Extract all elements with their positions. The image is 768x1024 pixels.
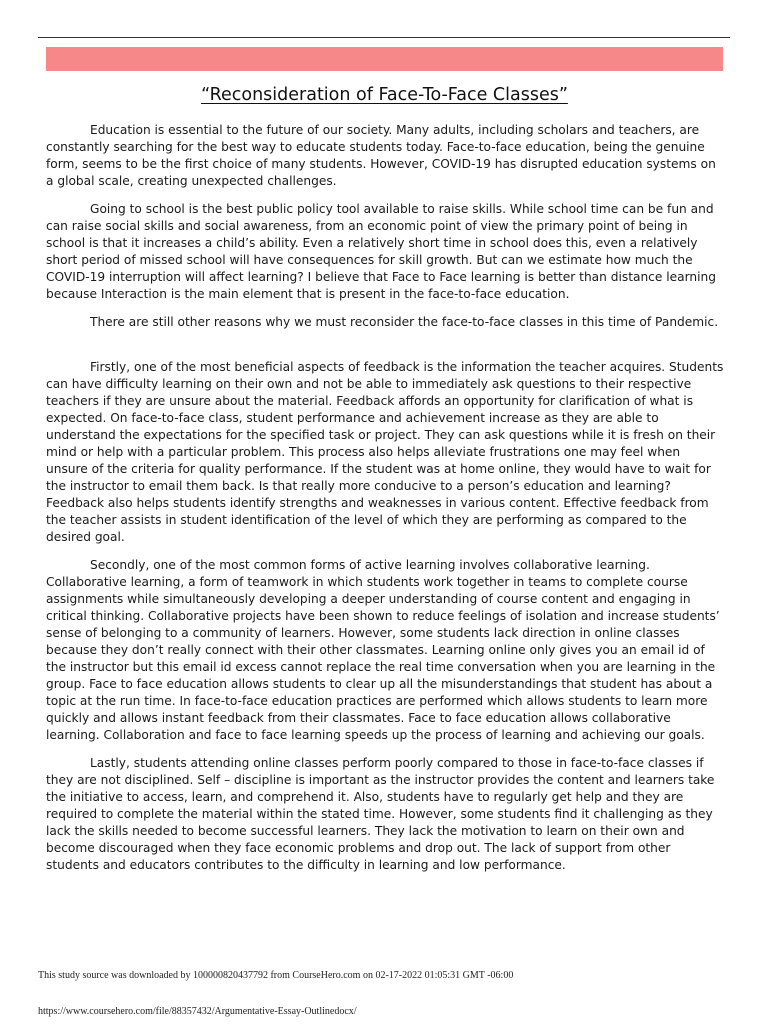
header-banner (46, 47, 723, 71)
document-title: “Reconsideration of Face-To-Face Classes” (201, 85, 568, 105)
source-url[interactable]: https://www.coursehero.com/file/88357432/Argumentative-Essay-Outlinedocx/ (38, 1006, 357, 1017)
top-rule (38, 37, 730, 38)
download-source-note: This study source was downloaded by 100000820437792 from CourseHero.com on 02-17-2022 01:05:31 GMT -06:00 (38, 970, 514, 981)
paragraph-collaborative: Secondly, one of the most common forms of active learning involves collaborative learning. Collaborative learning, a form of teamwork in which students work together in teams to complete course assignments while simultaneously developing a deeper understanding of course content and engaging in critical thinking. Collaborative projects have been shown to reduce feelings of isolation and increase students’ sense of belonging to a community of learners. However, some students lack direction in online classes because they don’t really connect with their other classmates. Learning online only gives you an email id of the instructor but this email id excess cannot replace the real time conversation when you are learning in the group. Face to face education allows students to clear up all the misunderstandings that student has about a topic at the run time. In face-to-face education practices are performed which allows students to learn more quickly and allows instant feedback from their classmates. Face to face education allows collaborative learning. Collaboration and face to face learning speeds up the process of learning and achieving our goals. (46, 558, 720, 742)
paragraph-school-skills: Going to school is the best public policy tool available to raise skills. While school time can be fun and can raise social skills and social awareness, from an economic point of view the primary point of being in school is that it increases a child’s ability. Even a relatively short time in school does this, even a relatively short period of missed school will have consequences for skill growth. But can we estimate how much the COVID-19 interruption will affect learning? I believe that Face to Face learning is better than distance learning because Interaction is the main element that is present in the face-to-face education. (46, 202, 716, 301)
paragraph-other-reasons: There are still other reasons why we must reconsider the face-to-face classes in this time of Pandemic. (90, 315, 719, 329)
paragraph-intro: Education is essential to the future of our society. Many adults, including scholars and teachers, are constantly searching for the best way to educate students today. Face-to-face education, being the genuine form, seems to be the first choice of many students. However, COVID-19 has disrupted education systems on a global scale, creating unexpected challenges. (46, 123, 716, 188)
paragraph-feedback: Firstly, one of the most beneficial aspects of feedback is the information the teacher acquires. Students can have difficulty learning on their own and not be able to immediately ask questions to their respective teachers if they are unsure about the material. Feedback affords an opportunity for clarification of what is expected. On face-to-face class, student performance and achievement increase as they are able to understand the expectations for the specified task or project. They can ask questions while it is fresh on their mind or help with a particular problem. This process also helps alleviate frustrations one may feel when unsure of the criteria for quality performance. If the student was at home online, they would have to wait for the instructor to email them back. Is that really more conducive to a person’s education and learning? Feedback also helps students identify strengths and weaknesses in various content. Effective feedback from the teacher assists in student identification of the level of which they are performing as compared to the desired goal. (46, 360, 724, 544)
paragraph-discipline: Lastly, students attending online classes perform poorly compared to those in face-to-face classes if they are not disciplined. Self – discipline is important as the instructor provides the content and learners take the initiative to access, learn, and comprehend it. Also, students have to regularly get help and they are required to complete the material within the stated time. However, some students find it challenging as they lack the skills needed to become successful learners. They lack the motivation to learn on their own and become discouraged when they face economic problems and drop out. The lack of support from other students and educators contributes to the difficulty in learning and low performance. (46, 756, 715, 872)
document-body (46, 122, 724, 885)
